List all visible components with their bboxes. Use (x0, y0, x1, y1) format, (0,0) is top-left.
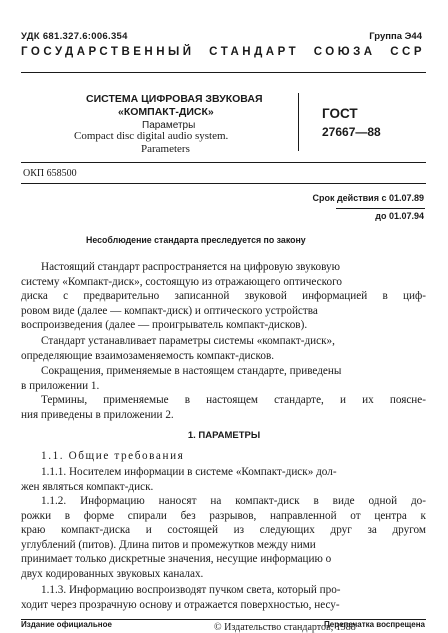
subsection-heading: 1.1. Общие требования (41, 450, 185, 462)
gost-box-divider (298, 93, 299, 151)
validity-to: до 01.07.94 (375, 211, 424, 221)
english-title-line2: Parameters (141, 143, 190, 155)
gost-label: ГОСТ (322, 106, 358, 121)
intro-paragraph-3: Сокращения, применяемые в настоящем стандарте, приведены в приложении 1. (21, 365, 342, 392)
intro-paragraph-1: Настоящий стандарт распространяется на цифровую звуковую систему «Компакт-диск», состоящую из отражающего оптического диска с предварительно записанной звуковой информацией в циф- ровом виде (далее — компакт-диск) и оптического устройства воспроизведения (далее — проигрыватель компакт-дисков). (21, 261, 426, 332)
udk-code: УДК 681.327.6:006.354 (21, 31, 128, 42)
validity-from: Срок действия с 01.07.89 (312, 193, 424, 203)
title-divider-bottom (21, 183, 426, 184)
okp-code: ОКП 658500 (23, 168, 77, 179)
intro-paragraph-2: Стандарт устанавливает параметры системы «компакт-диск», определяющие взаимозаменяемость компакт-дисков. (21, 335, 335, 362)
enforcement-notice: Несоблюдение стандарта преследуется по закону (86, 235, 306, 245)
official-edition-label: Издание официальное (21, 620, 112, 629)
clause-1-1-3: 1.1.3. Информацию воспроизводят пучком света, который про- ходит через прозрачную основу и отражается поверхностью, несу- (21, 584, 341, 611)
state-standard-banner: ГОСУДАРСТВЕННЫЙ СТАНДАРТ СОЮЗА ССР (21, 46, 425, 58)
standard-title-line1: СИСТЕМА ЦИФРОВАЯ ЗВУКОВАЯ (86, 93, 263, 105)
gost-number: 27667—88 (322, 125, 381, 139)
title-divider-top (21, 162, 426, 163)
copyright-line (214, 623, 356, 633)
copyright-icon: © (214, 622, 222, 633)
validity-divider (336, 208, 425, 209)
standard-subtitle: Параметры (142, 120, 196, 131)
group-code: Группа Э44 (369, 31, 422, 42)
english-title-line1: Compact disc digital audio system. (74, 130, 229, 142)
section-heading: 1. ПАРАМЕТРЫ (187, 430, 261, 441)
copyright-text: Издательство стандартов, 1988 (224, 622, 356, 633)
clause-1-1-2: 1.1.2. Информацию наносят на компакт-диск в виде одной до- рожки в форме спирали без разрывов, направленной от центра к краю компакт-диска и состоящей из следующих друг за другом углублений (питов). Длина питов и промежутков между ними принимает только дискретные значения, несущие информацию о двух кодированных звуковых каналах. (21, 495, 426, 580)
standard-title-line2: «КОМПАКТ-ДИСК» (118, 106, 214, 118)
intro-paragraph-4: Термины, применяемые в настоящем стандарте, и их поясне- ния приведены в приложении 2. (21, 394, 426, 421)
header-divider (21, 72, 426, 73)
clause-1-1-1: 1.1.1. Носителем информации в системе «Компакт-диск» дол- жен являться компакт-диск. (21, 466, 337, 493)
reprint-prohibited-label: Перепечатка воспрещена (324, 620, 425, 629)
